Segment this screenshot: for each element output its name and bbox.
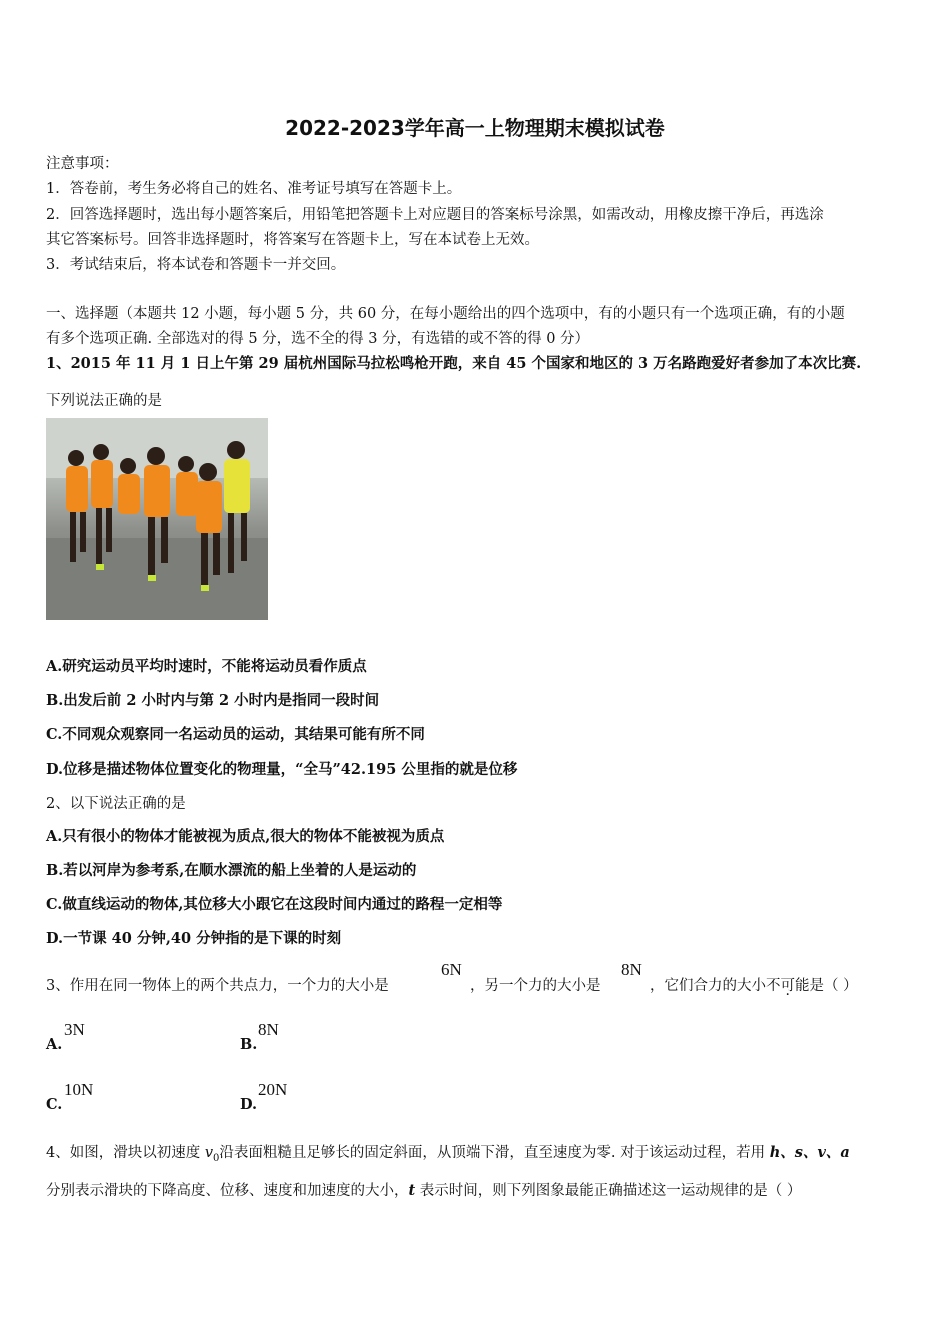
q2-option-d: D.一节课 40 分钟,40 分钟指的是下课的时刻: [46, 930, 342, 947]
q1-stem-line-2: 下列说法正确的是: [46, 393, 162, 409]
q4-v0: v: [204, 1145, 214, 1161]
q1-option-b: B.出发后前 2 小时内与第 2 小时内是指同一段时间: [46, 692, 380, 709]
runners-illustration: [46, 418, 268, 620]
q3-option-a-value: 3N: [64, 1020, 85, 1039]
q2-option-a: A.只有很小的物体才能被视为质点,很大的物体不能被视为质点: [46, 828, 445, 845]
page-title: 2022-2023学年高一上物理期末模拟试卷: [285, 116, 665, 140]
q1-option-d: D.位移是描述物体位置变化的物理量，“全马”42.195 公里指的就是位移: [46, 761, 518, 778]
notes-item-1: 1．答卷前，考生务必将自己的姓名、准考证号填写在答题卡上。: [46, 181, 462, 197]
q3-option-d-value: 20N: [258, 1080, 288, 1099]
q3-option-d-letter: D.: [240, 1096, 258, 1113]
notes-item-3: 3．考试结束后，将本试卷和答题卡一并交回。: [46, 257, 346, 273]
q4-stem-line-1: [46, 1141, 850, 1164]
q3-force-1: 6N: [441, 960, 462, 979]
q2-stem: 2、以下说法正确的是: [46, 796, 186, 812]
q4-line-2-a: 分别表示滑块的下降高度、位移、速度和加速度的大小，: [46, 1183, 409, 1199]
q2-option-b: B.若以河岸为参考系,在顺水漂流的船上坐着的人是运动的: [46, 862, 417, 879]
notes-item-2-line-1: 2．回答选择题时，选出每小题答案后，用铅笔把答题卡上对应题目的答案标号涂黑，如需改动，用橡皮擦干净后，再选涂: [46, 207, 824, 223]
q3-force-2: 8N: [621, 960, 642, 979]
q3-emphasis: 不可能: [766, 978, 810, 994]
q3-stem: [46, 974, 389, 995]
q3-option-c-value: 10N: [64, 1080, 94, 1099]
q3-stem-tail: [650, 974, 858, 995]
q1-stem-line-1: 1、2015 年 11 月 1 日上午第 29 届杭州国际马拉松鸣枪开跑，来自 45 个国家和地区的 3 万名路跑爱好者参加了本次比赛.: [46, 355, 862, 372]
marathon-runners-photo: [46, 418, 268, 620]
q3-option-b-value: 8N: [258, 1020, 279, 1039]
q3-option-c-letter: C.: [46, 1096, 63, 1113]
q3-stem-part-1: 3、作用在同一物体上的两个共点力，一个力的大小是: [46, 978, 389, 994]
notes-heading: 注意事项：: [46, 156, 119, 172]
q4-line-1-a: 4、如图，滑块以初速度: [46, 1145, 205, 1161]
q3-stem-part-3: ，它们合力的大小: [650, 978, 766, 994]
q1-option-c: C.不同观众观察同一名运动员的运动，其结果可能有所不同: [46, 726, 425, 743]
q4-vars: h、s、v、a: [769, 1144, 850, 1161]
q4-line-1-b: 沿表面粗糙且足够长的固定斜面，从顶端下滑，直至速度为零. 对于该运动过程，若用: [219, 1145, 770, 1161]
q4-stem-line-2: [46, 1179, 801, 1200]
q1-option-a: A.研究运动员平均时速时，不能将运动员看作质点: [46, 658, 367, 675]
q3-option-b-letter: B.: [240, 1036, 258, 1053]
section-heading-line-2: 有多个选项正确. 全部选对的得 5 分，选不全的得 3 分，有选错的或不答的得 0 分）: [46, 331, 590, 347]
q3-option-a-letter: A.: [46, 1036, 63, 1053]
notes-item-2-line-2: 其它答案标号。回答非选择题时，将答案写在答题卡上，写在本试卷上无效。: [46, 232, 539, 248]
q2-option-c: C.做直线运动的物体,其位移大小跟它在这段时间内通过的路程一定相等: [46, 896, 503, 913]
q4-t: t: [408, 1182, 416, 1199]
q4-v0-sub: 0: [213, 1152, 220, 1164]
q4-line-2-b: 表示时间，则下列图象最能正确描述这一运动规律的是（ ）: [415, 1183, 802, 1199]
q3-stem-part-4: 是（ ）: [809, 978, 858, 994]
section-heading-line-1: 一、选择题（本题共 12 小题，每小题 5 分，共 60 分，在每小题给出的四个选项中，有的小题只有一个选项正确，有的小题: [46, 306, 845, 322]
q3-stem-part-2: ，另一个力的大小是: [470, 978, 601, 994]
